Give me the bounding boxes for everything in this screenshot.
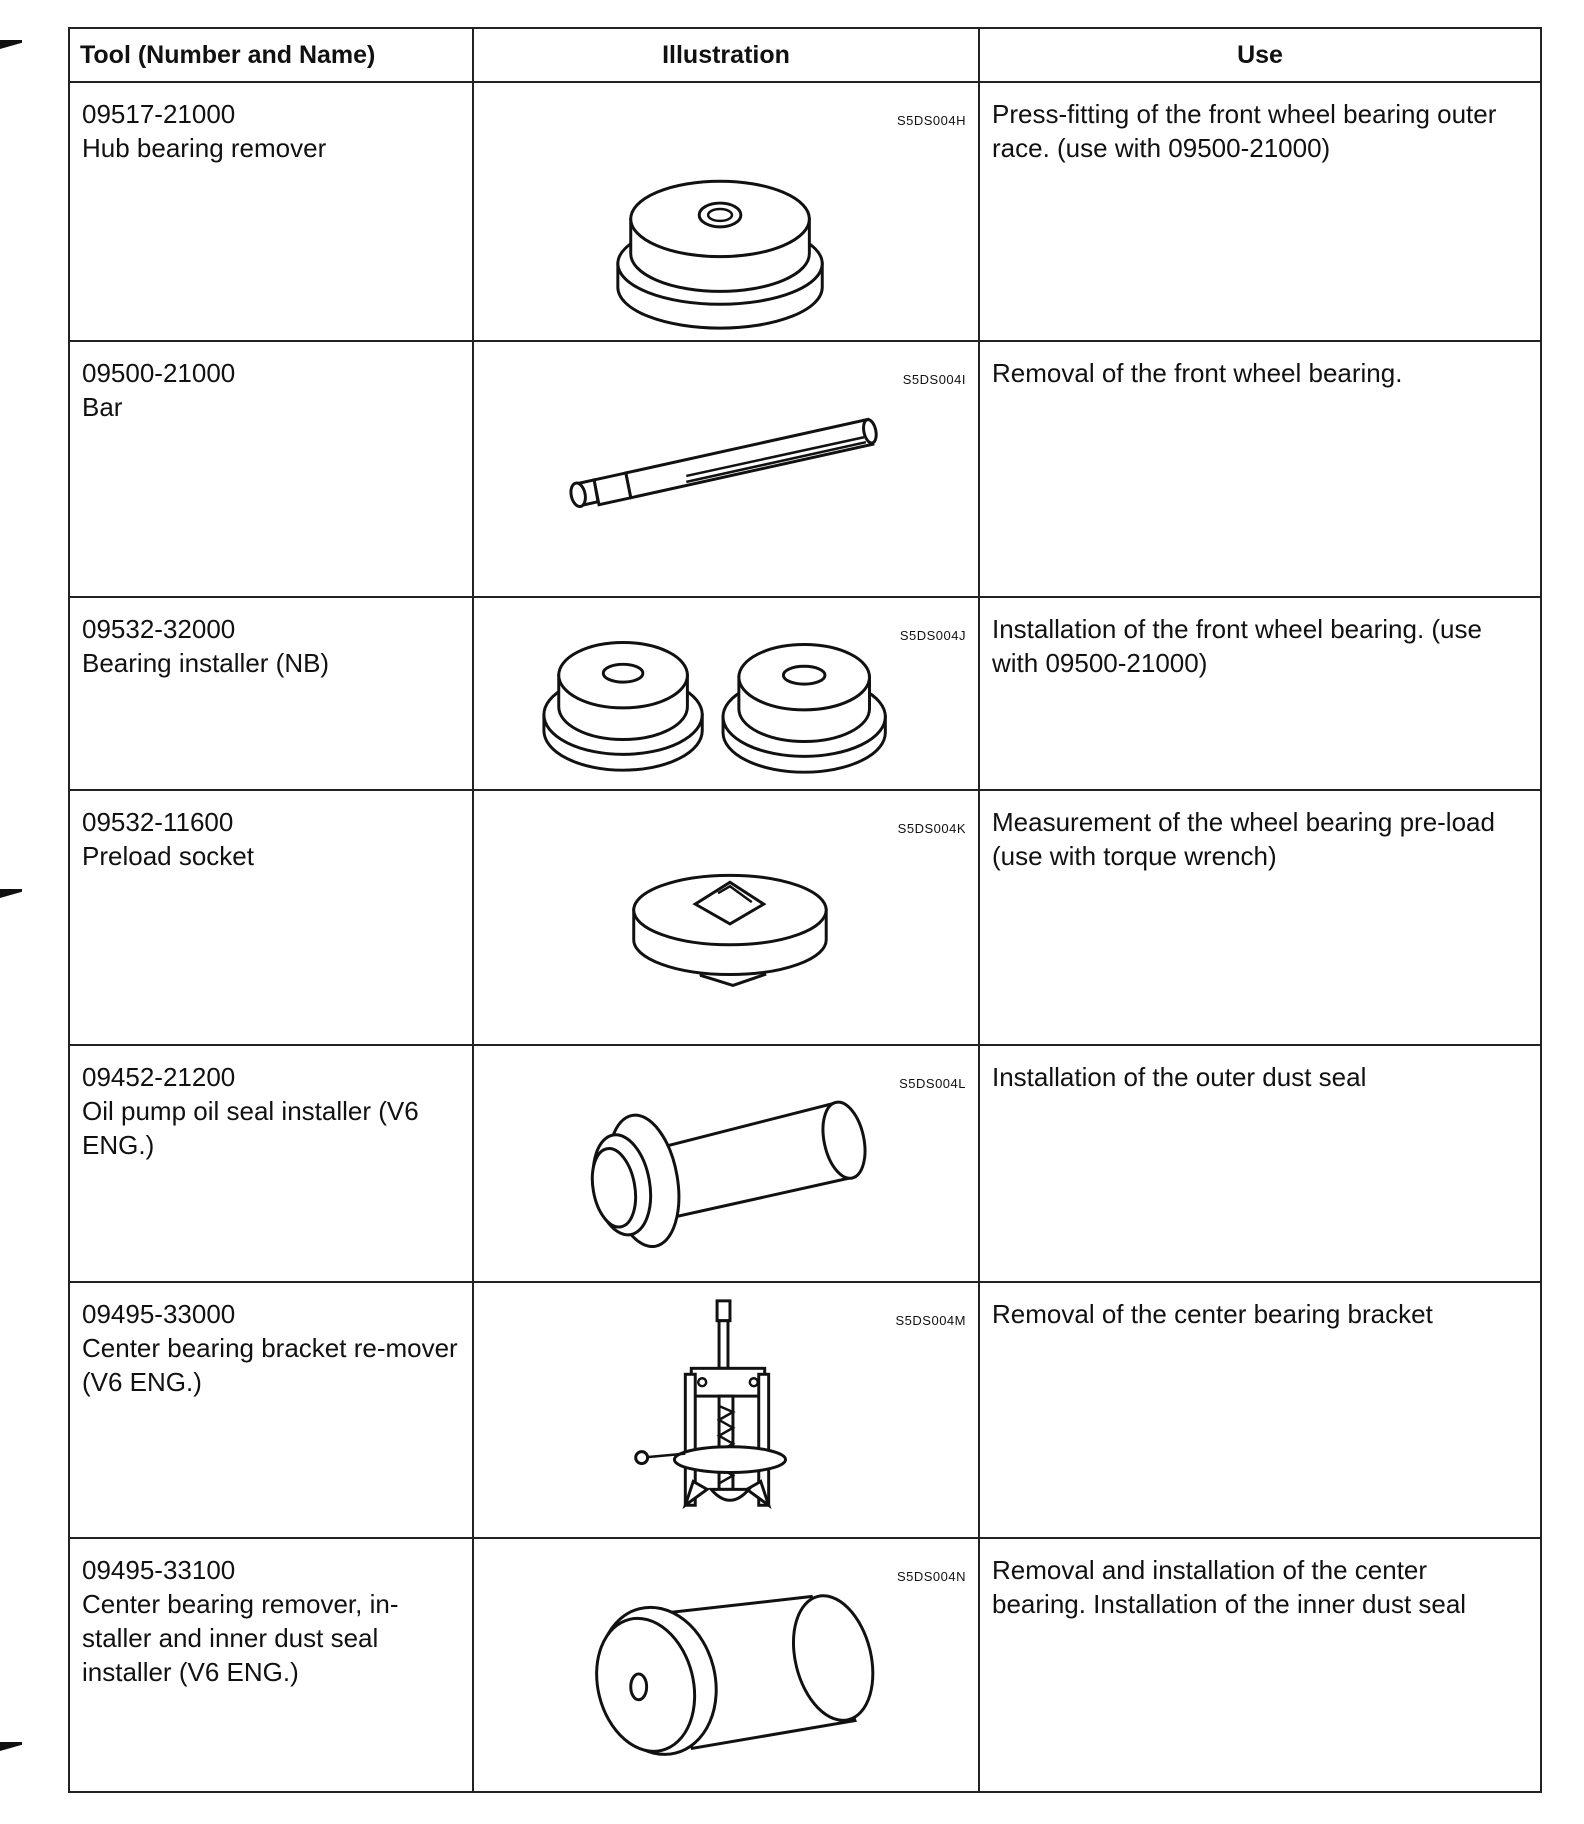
tool-name: Bar: [82, 392, 123, 422]
use-cell: Installation of the front wheel bearing. (use with 09500-21000): [979, 597, 1541, 790]
tool-name: Center bearing remover, in-staller and inner dust seal installer (V6 ENG.): [82, 1589, 399, 1687]
tool-number: 09495-33100: [82, 1555, 236, 1585]
bearing-installer-icon: [474, 598, 978, 789]
use-cell: Measurement of the wheel bearing pre-load (use with torque wrench): [979, 790, 1541, 1045]
illustration-cell: [473, 597, 979, 790]
illustration-cell: [473, 790, 979, 1045]
tool-name: Hub bearing remover: [82, 133, 327, 163]
illustration-cell: [473, 1282, 979, 1538]
illustration-cell: [473, 1045, 979, 1282]
table-header-row: [69, 28, 1541, 82]
tool-name: Bearing installer (NB): [82, 648, 330, 678]
table-row: [69, 1538, 1541, 1792]
illustration-cell: [473, 341, 979, 597]
bar-icon: [474, 342, 978, 596]
header-use: Use: [979, 28, 1541, 82]
oil-seal-installer-icon: [474, 1046, 978, 1281]
special-tools-table: [68, 27, 1542, 1793]
tool-cell: [69, 1282, 473, 1538]
use-cell: Removal and installation of the center bearing. Installation of the inner dust seal: [979, 1538, 1541, 1792]
table-row: [69, 82, 1541, 341]
header-tool: Tool (Number and Name): [69, 28, 473, 82]
use-cell: Removal of the front wheel bearing.: [979, 341, 1541, 597]
center-bearing-remover-icon: [474, 1539, 978, 1791]
use-cell: Removal of the center bearing bracket: [979, 1282, 1541, 1538]
tool-cell: [69, 1538, 473, 1792]
table-row: [69, 790, 1541, 1045]
tool-number: 09500-21000: [82, 358, 236, 388]
tool-number: 09495-33000: [82, 1299, 236, 1329]
illustration-cell: [473, 82, 979, 341]
tool-number: 09532-11600: [82, 807, 234, 837]
figure-code: S5DS004I: [902, 372, 966, 387]
tool-number: 09517-21000: [82, 99, 236, 129]
use-cell: Press-fitting of the front wheel bearing outer race. (use with 09500-21000): [979, 82, 1541, 341]
figure-code: S5DS004K: [897, 821, 966, 836]
preload-socket-icon: [474, 791, 978, 1044]
tool-name: Center bearing bracket re-mover (V6 ENG.): [82, 1333, 458, 1397]
figure-code: S5DS004N: [896, 1569, 966, 1584]
figure-code: S5DS004J: [899, 628, 966, 643]
margin-mark: [0, 1742, 22, 1751]
tool-name: Preload socket: [82, 841, 254, 871]
header-illustration: Illustration: [473, 28, 979, 82]
table-row: [69, 1282, 1541, 1538]
table-row: [69, 1045, 1541, 1282]
tool-cell: [69, 597, 473, 790]
tool-cell: [69, 341, 473, 597]
table-row: [69, 341, 1541, 597]
margin-mark: [0, 40, 22, 49]
tool-number: 09532-32000: [82, 614, 236, 644]
table-row: [69, 597, 1541, 790]
illustration-cell: [473, 1538, 979, 1792]
bracket-remover-icon: [474, 1283, 978, 1537]
hub-bearing-remover-icon: [474, 83, 978, 340]
figure-code: S5DS004L: [899, 1076, 966, 1091]
tool-name: Oil pump oil seal installer (V6 ENG.): [82, 1096, 419, 1160]
tool-cell: [69, 790, 473, 1045]
tool-number: 09452-21200: [82, 1062, 236, 1092]
tool-cell: [69, 1045, 473, 1282]
figure-code: S5DS004H: [896, 113, 966, 128]
tool-cell: [69, 82, 473, 341]
figure-code: S5DS004M: [895, 1313, 966, 1328]
margin-mark: [0, 889, 22, 898]
use-cell: Installation of the outer dust seal: [979, 1045, 1541, 1282]
